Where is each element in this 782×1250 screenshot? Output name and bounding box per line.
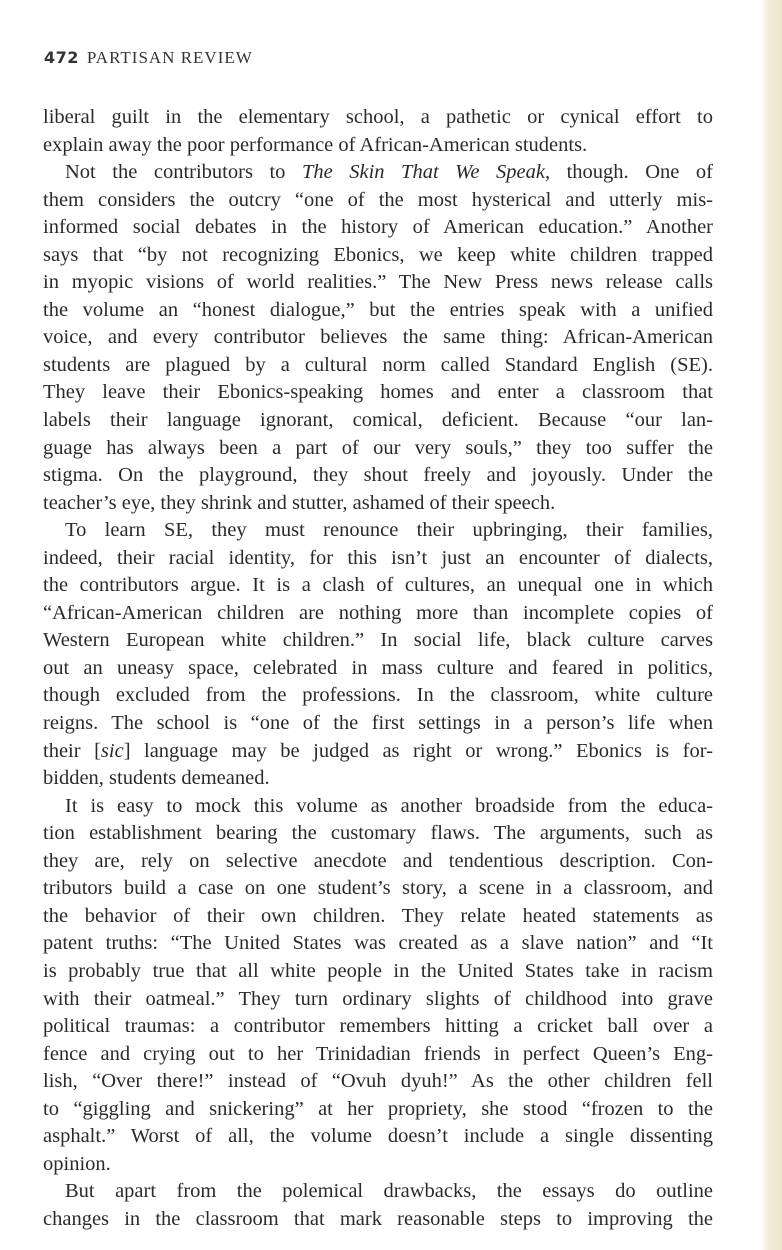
text-line <box>43 324 713 352</box>
text-line <box>43 682 713 710</box>
text-run: asphalt.” Worst of all, the volume doesn’t include a single dissenting <box>43 1125 713 1148</box>
text-line <box>43 352 713 380</box>
journal-title: PARTISAN REVIEW <box>86 48 253 67</box>
text-run: reigns. The school is “one of the first settings in a person’s life when <box>43 712 713 735</box>
text-run: ] language may be judged as right or wrong.” Ebonics is for- <box>123 739 713 762</box>
text-run: says that “by not recognizing Ebonics, we keep white children trapped <box>43 243 713 266</box>
text-line <box>43 517 713 545</box>
text-run: fence and crying out to her Trinidadian friends in perfect Queen’s Eng- <box>43 1042 713 1065</box>
text-run: They leave their Ebonics-speaking homes and enter a classroom that <box>43 381 713 404</box>
text-run: bidden, students demeaned. <box>43 767 270 790</box>
text-run: Western European white children.” In social life, black culture carves <box>43 629 713 652</box>
text-run: political traumas: a contributor remembers hitting a cricket ball over a <box>43 1015 713 1038</box>
text-line <box>43 159 713 187</box>
text-line <box>43 490 713 518</box>
text-run: lish, “Over there!” instead of “Ovuh dyuh!” As the other children fell <box>43 1070 713 1093</box>
text-run: indeed, their racial identity, for this isn’t just an encounter of dialects, <box>43 546 713 569</box>
text-line <box>43 1013 713 1041</box>
text-run: “African-American children are nothing more than incomplete copies of <box>43 601 713 624</box>
text-line <box>43 187 713 215</box>
text-line <box>43 242 713 270</box>
text-run: Not the contributors to <box>65 161 302 184</box>
text-run: tion establishment bearing the customary flaws. The arguments, such as <box>43 822 713 845</box>
text-run: changes in the classroom that mark reasonable steps to improving the <box>43 1207 713 1230</box>
text-run: stigma. On the playground, they shout freely and joyously. Under the <box>43 464 713 487</box>
text-run: teacher’s eye, they shrink and stutter, ashamed of their speech. <box>43 491 556 514</box>
text-run: out an uneasy space, celebrated in mass culture and feared in politics, <box>43 656 713 679</box>
text-line <box>43 655 713 683</box>
text-run: in myopic visions of world realities.” The New Press news release calls <box>43 271 713 294</box>
text-run: their [ <box>43 739 101 762</box>
text-run: patent truths: “The United States was created as a slave nation” and “It <box>43 932 713 955</box>
text-run: , though. One of <box>544 161 713 184</box>
text-run: is probably true that all white people in the United States take in racism <box>43 959 713 982</box>
text-run: tributors build a case on one student’s story, a scene in a classroom, and <box>43 877 713 900</box>
article-body <box>43 104 713 1233</box>
running-header <box>44 48 253 68</box>
text-line <box>43 627 713 655</box>
text-line <box>43 269 713 297</box>
text-line <box>43 793 713 821</box>
text-line <box>43 1096 713 1124</box>
text-run: them considers the outcry “one of the most hysterical and utterly mis- <box>43 188 713 211</box>
text-line <box>43 545 713 573</box>
page-edge-shadow <box>760 0 782 1250</box>
text-line <box>43 297 713 325</box>
text-run: with their oatmeal.” They turn ordinary slights of childhood into grave <box>43 987 713 1010</box>
text-run: though excluded from the professions. In the classroom, white culture <box>43 684 713 707</box>
text-line <box>43 986 713 1014</box>
text-line <box>43 600 713 628</box>
text-line <box>43 1041 713 1069</box>
text-line <box>43 765 713 793</box>
text-run: labels their language ignorant, comical, deficient. Because “our lan- <box>43 409 713 432</box>
text-line <box>43 407 713 435</box>
text-line <box>43 820 713 848</box>
text-run: they are, rely on selective anecdote and tendentious description. Con- <box>43 849 713 872</box>
text-line <box>43 848 713 876</box>
text-line <box>43 738 713 766</box>
text-line <box>43 1068 713 1096</box>
text-run: guage has always been a part of our very souls,” they too suffer the <box>43 436 713 459</box>
text-line <box>43 958 713 986</box>
text-line <box>43 214 713 242</box>
text-line <box>43 379 713 407</box>
page-number: 472 <box>44 48 79 67</box>
text-line <box>43 435 713 463</box>
text-line <box>43 1178 713 1206</box>
text-line <box>43 903 713 931</box>
text-line <box>43 572 713 600</box>
italic-text: sic <box>100 739 124 762</box>
text-run: To learn SE, they must renounce their upbringing, their families, <box>65 519 713 542</box>
text-run: students are plagued by a cultural norm called Standard English (SE). <box>43 353 713 376</box>
italic-text: The Skin That We Speak <box>301 161 545 184</box>
text-run: But apart from the polemical drawbacks, the essays do outline <box>65 1180 713 1203</box>
text-line <box>43 104 713 132</box>
text-line <box>43 930 713 958</box>
text-run: voice, and every contributor believes the same thing: African-American <box>43 326 713 349</box>
text-run: informed social debates in the history of American education.” Another <box>43 216 713 239</box>
text-run: It is easy to mock this volume as another broadside from the educa- <box>65 794 713 817</box>
text-line <box>43 710 713 738</box>
text-run: explain away the poor performance of African-American students. <box>43 133 588 156</box>
text-run: the contributors argue. It is a clash of cultures, an unequal one in which <box>43 574 713 597</box>
text-run: opinion. <box>43 1152 111 1175</box>
text-run: to “giggling and snickering” at her propriety, she stood “frozen to the <box>43 1097 713 1120</box>
text-line <box>43 875 713 903</box>
text-line <box>43 1123 713 1151</box>
text-line <box>43 1206 713 1234</box>
text-run: the behavior of their own children. They relate heated statements as <box>43 904 713 927</box>
text-run: liberal guilt in the elementary school, a pathetic or cynical effort to <box>43 106 713 128</box>
text-line <box>43 132 713 160</box>
text-line <box>43 1151 713 1179</box>
text-line <box>43 462 713 490</box>
text-run: the volume an “honest dialogue,” but the entries speak with a unified <box>43 298 713 321</box>
